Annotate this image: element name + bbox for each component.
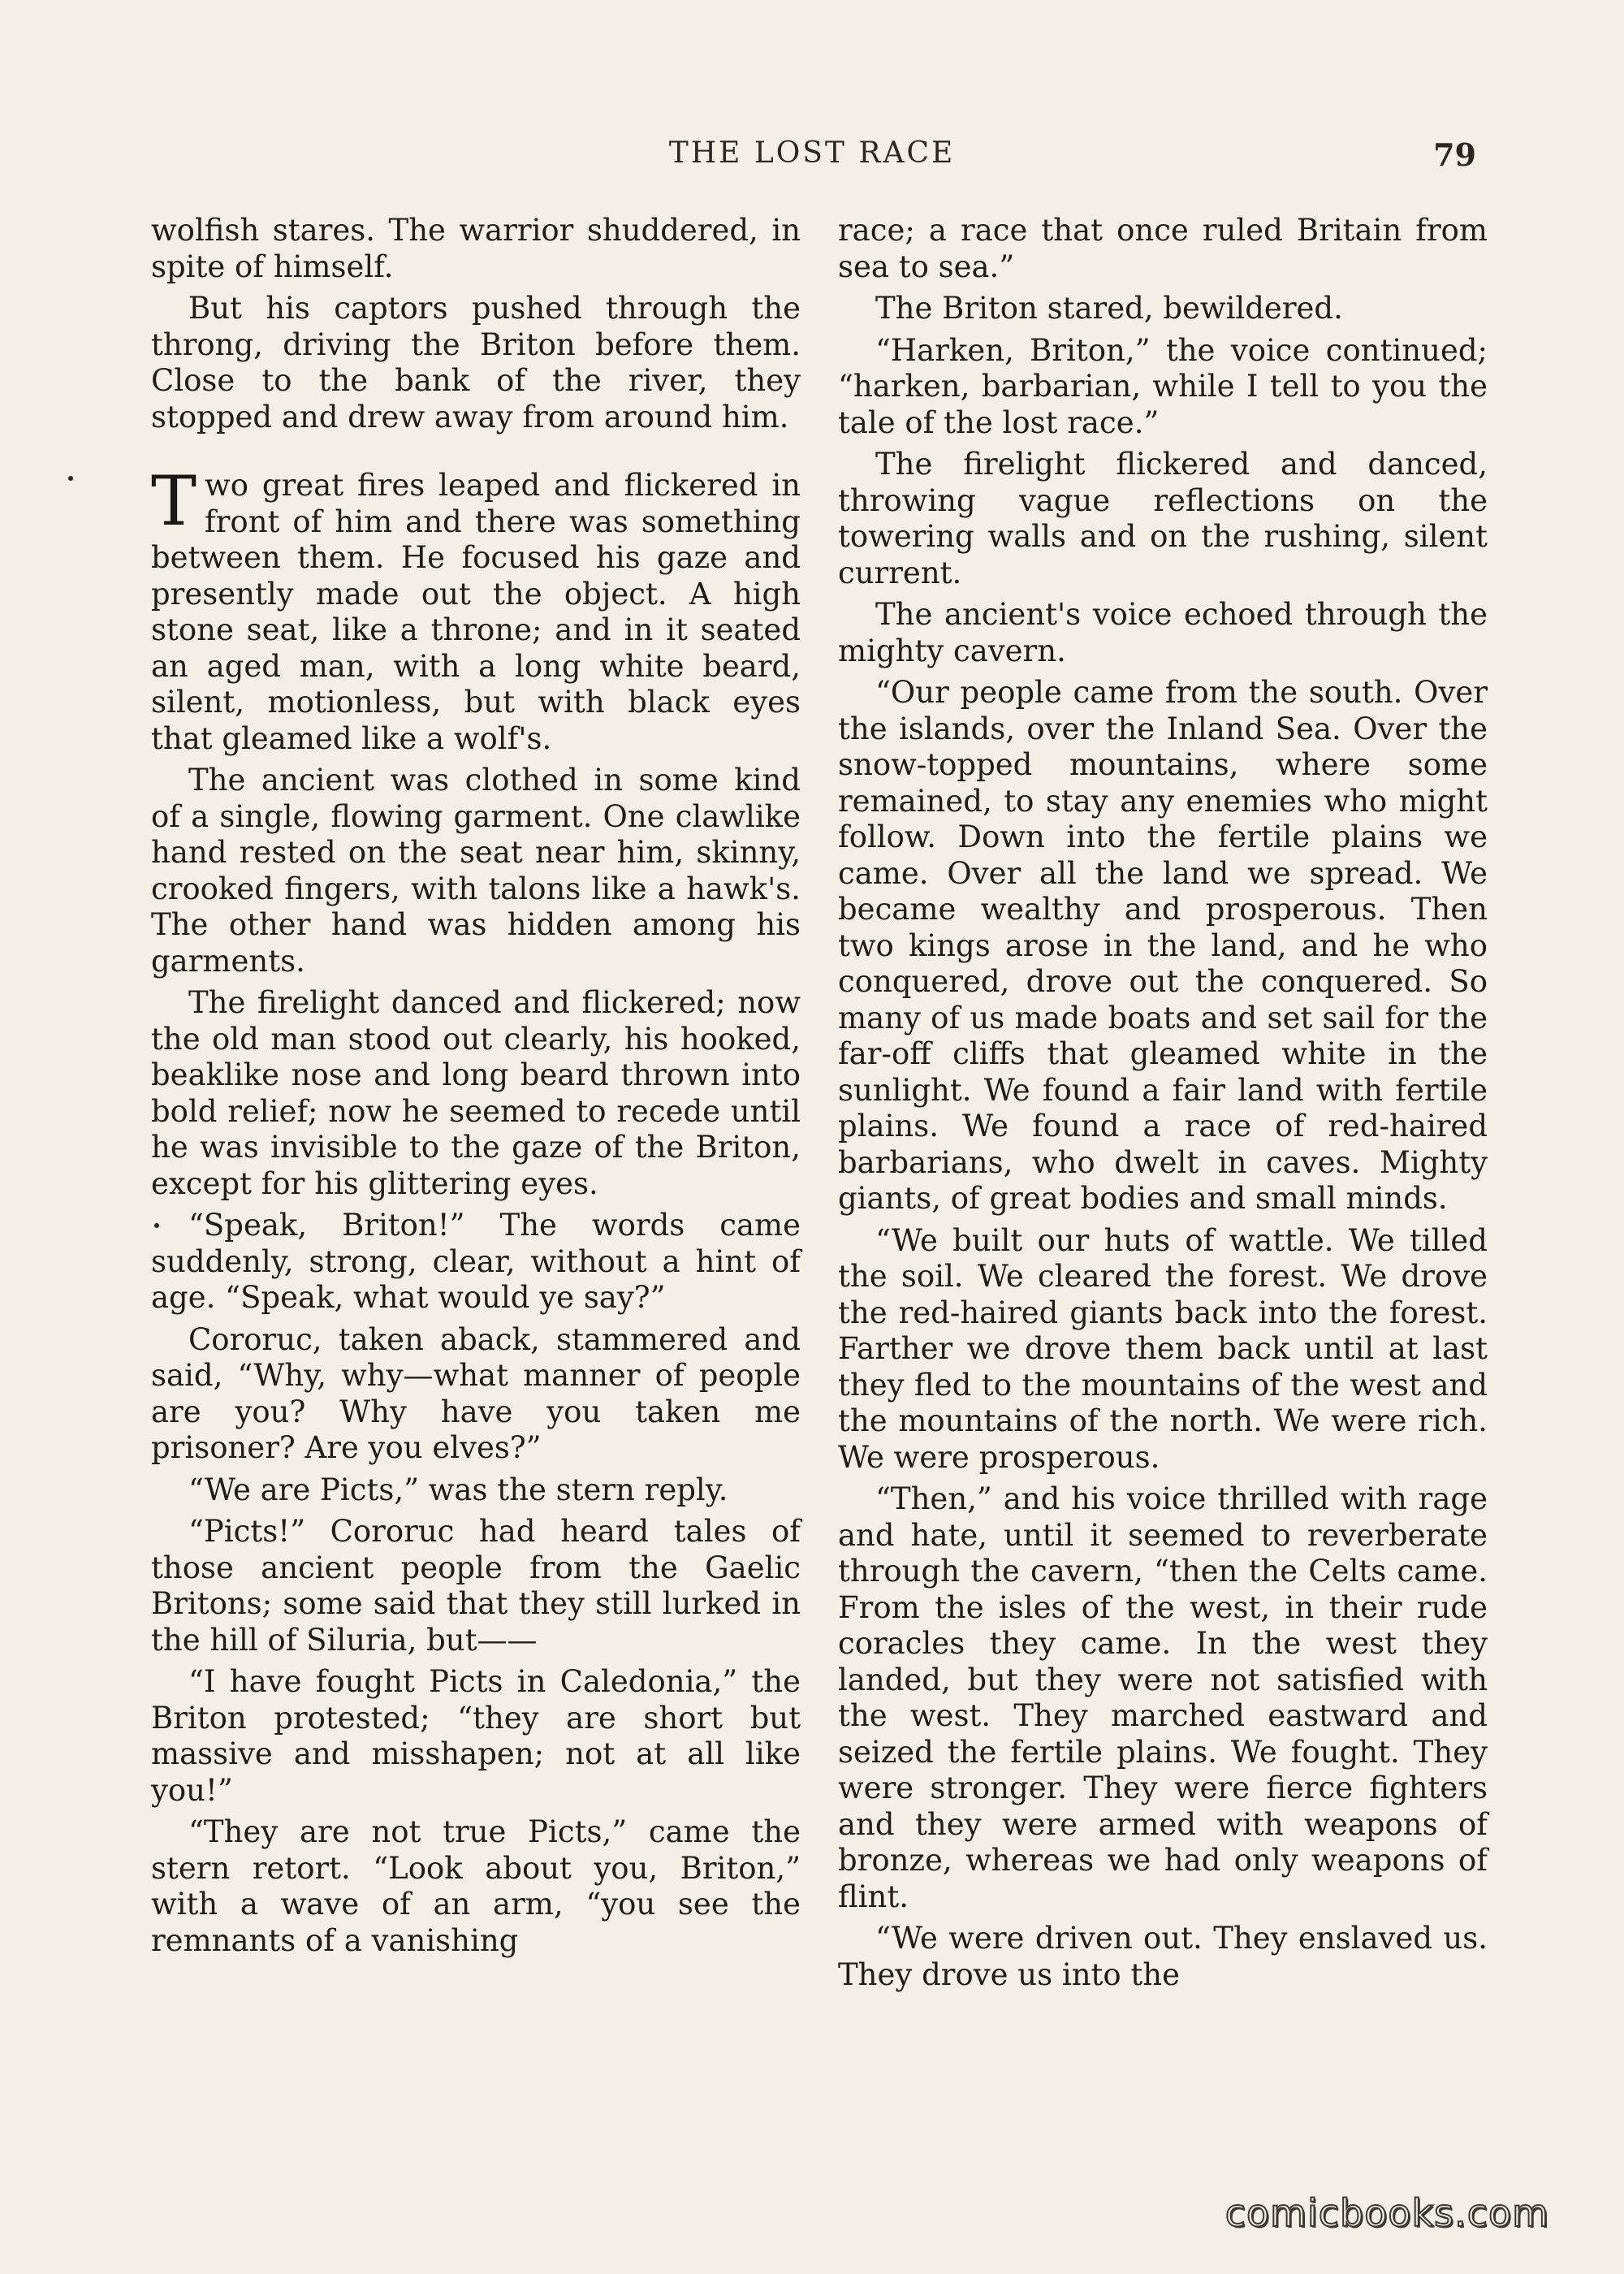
- paragraph-text: wo great fires leaped and flickered in front of him and there was something between them. He focused his gaze and presently made out the object. A high stone seat, like a throne; and in it seated an aged man, with a long white beard, silent, motionless, but with black eyes that gleamed like a wolf's.: [151, 468, 801, 756]
- paragraph: The Briton stared, bewildered.: [875, 291, 1343, 326]
- paragraph: “Speak, Briton!” The words came suddenly, strong, clear, without a hint of age. “Speak, what would ye say?”: [151, 1208, 801, 1315]
- print-speck: [154, 1223, 159, 1228]
- paragraph: “I have fought Picts in Caledonia,” the Briton protested; “they are short but massive and misshapen; not at all like you!”: [151, 1664, 801, 1808]
- paragraph: “Our people came from the south. Over the islands, over the Inland Sea. Over the snow-topped mountains, where some remained, to stay any enemies who might follow. Down into the fertile plains we came. Over all the land we spread. We became wealthy and prosperous. Then two kings arose in the land, and he who conquered, drove out the conquered. So many of us made boats and set sail for the far-off cliffs that gleamed white in the sunlight. We found a fair land with fertile plains. We found a race of red-haired barbarians, who dwelt in caves. Mighty giants, of great bodies and small minds.: [838, 675, 1488, 1216]
- running-title: THE LOST RACE: [668, 136, 956, 170]
- paragraph: “Harken, Briton,” the voice continued; “harken, barbarian, while I tell to you the tale of the lost race.”: [838, 332, 1488, 440]
- right-column: [838, 213, 1488, 1999]
- paragraph: race; a race that once ruled Britain from sea to sea.”: [838, 213, 1488, 284]
- print-speck: [68, 476, 73, 481]
- drop-cap: T: [151, 461, 197, 541]
- paragraph: The ancient's voice echoed through the mighty cavern.: [838, 597, 1488, 668]
- running-head: [0, 136, 1624, 177]
- page-number: 79: [1433, 136, 1476, 173]
- paragraph: Cororuc, taken aback, stammered and said, “Why, why—what manner of people are you? Why have you taken me prisoner? Are you elves?”: [151, 1321, 801, 1465]
- paragraph: wolfish stares. The warrior shuddered, in spite of himself.: [151, 213, 801, 284]
- paragraph: “They are not true Picts,” came the stern retort. “Look about you, Briton,” with a wave of an arm, “you see the remnants of a vanishing: [151, 1814, 801, 1958]
- paragraph-with-dropcap: [151, 461, 801, 757]
- paragraph: The ancient was clothed in some kind of a single, flowing garment. One clawlike hand rested on the seat near him, skinny, crooked fingers, with talons like a hawk's. The other hand was hidden among his garments.: [151, 763, 801, 979]
- paragraph: “Picts!” Cororuc had heard tales of those ancient people from the Gaelic Britons; some said that they still lurked in the hill of Siluria, but——: [151, 1514, 801, 1658]
- left-column: [151, 213, 801, 1965]
- paragraph: But his captors pushed through the throng, driving the Briton before them. Close to the bank of the river, they stopped and drew away from around him.: [151, 291, 801, 434]
- paragraph: “We were driven out. They enslaved us. They drove us into the: [838, 1921, 1488, 1992]
- watermark: comicbooks.com: [1224, 2191, 1549, 2235]
- paragraph: “We are Picts,” was the stern reply.: [188, 1472, 728, 1507]
- paragraph: “We built our huts of wattle. We tilled the soil. We cleared the forest. We drove the red-haired giants back into the forest. Farther we drove them back until at last they fled to the mountains of the west and the mountains of the north. We were rich. We were prosperous.: [838, 1222, 1488, 1475]
- paragraph: The firelight danced and flickered; now the old man stood out clearly, his hooked, beaklike nose and long beard thrown into bold relief; now he seemed to recede until he was invisible to the gaze of the Briton, except for his glittering eyes.: [151, 985, 801, 1201]
- paragraph: “Then,” and his voice thrilled with rage and hate, until it seemed to reverberate through the cavern, “then the Celts came. From the isles of the west, in their rude coracles they came. In the west they landed, but they were not satisfied with the west. They marched eastward and seized the fertile plains. We fought. They were stronger. They were fierce fighters and they were armed with weapons of bronze, whereas we had only weapons of flint.: [838, 1481, 1488, 1914]
- paragraph: The firelight flickered and danced, throwing vague reflections on the towering walls and on the rushing, silent current.: [838, 447, 1488, 590]
